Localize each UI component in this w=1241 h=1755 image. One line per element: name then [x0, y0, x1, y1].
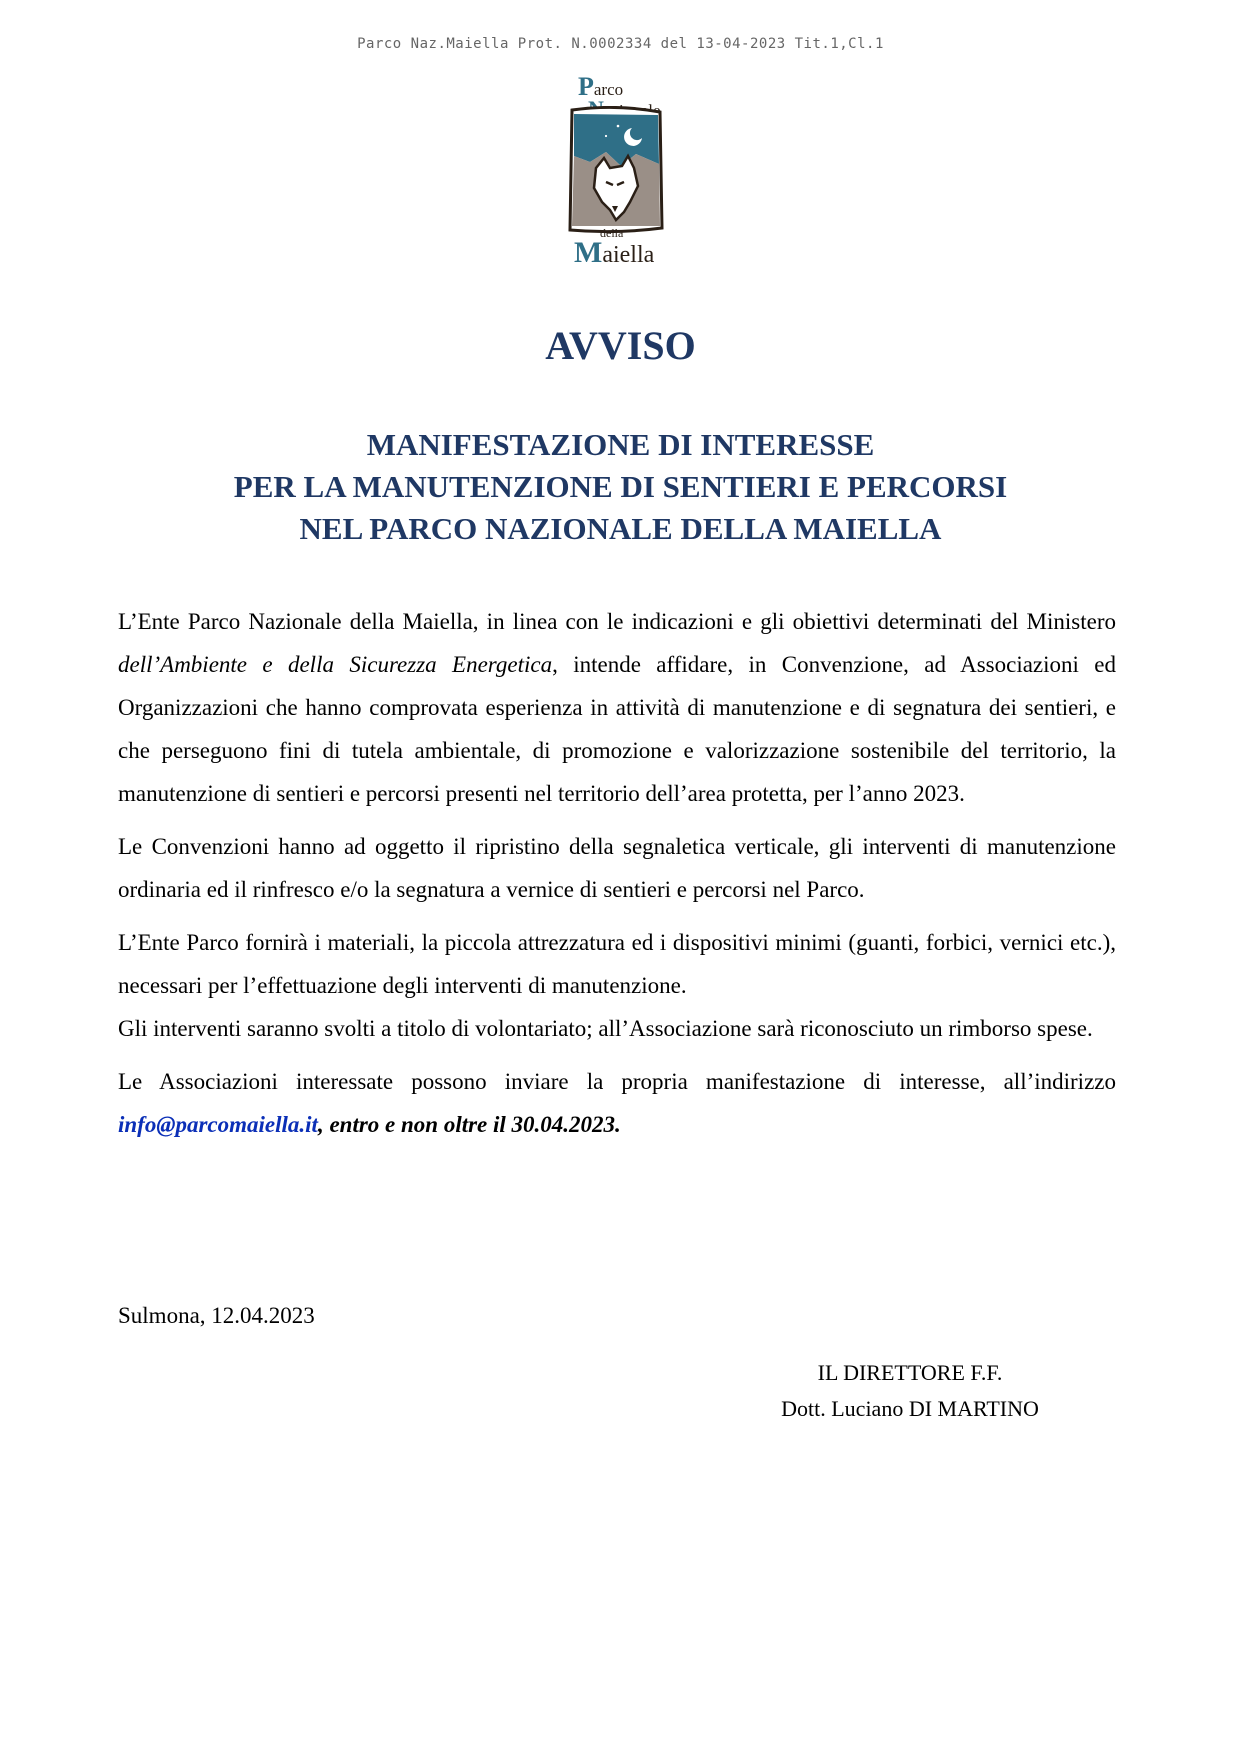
logo-word-della: della [600, 226, 624, 240]
signatory-name: Dott. Luciano DI MARTINO [781, 1396, 1039, 1421]
logo-word-aiella: aiella [602, 242, 655, 268]
paragraph-volunteering: Gli interventi saranno svolti a titolo di volontariato; all’Associazione sarà riconosciuto un rimborso spese. [118, 1016, 1093, 1041]
logo-word-arco: arco [593, 80, 624, 99]
subtitle-line-1: MANIFESTAZIONE DI INTERESSE [366, 427, 875, 462]
subtitle-line-2: PER LA MANUTENZIONE DI SENTIERI E PERCORSI [233, 469, 1008, 504]
notice-title: AVVISO [545, 323, 696, 368]
contact-email-link[interactable]: info@parcomaiella.it [118, 1112, 318, 1137]
wolf-mountain-icon [566, 106, 666, 236]
paragraph-materials: L’Ente Parco fornirà i materiali, la piccola attrezzatura ed i dispositivi minimi (guanti, forbici, vernici etc.), necessari per l’effettuazione degli interventi di manutenzione. [118, 930, 1116, 998]
logo-initial-p: P [578, 72, 594, 101]
paragraph-intro-end: , intende affidare, in Convenzione, ad Associazioni ed Organizzazioni che hanno comprovata esperienza in attività di manutenzione e di segnatura dei sentieri, e che perseguono fini di tutela ambientale, di promozione e valorizzazione sostenibile del territorio, la manutenzione di sentieri e percorsi presenti nel territorio dell’area protetta, per l’anno 2023. [118, 652, 1116, 806]
park-logo [566, 72, 680, 269]
logo-initial-m: M [574, 236, 603, 269]
notice-subtitle [0, 424, 1241, 550]
paragraph-intro [118, 600, 1116, 815]
subtitle-line-3: NEL PARCO NAZIONALE DELLA MAIELLA [299, 511, 942, 546]
deadline-text: , entro e non oltre il 30.04.2023. [317, 1112, 621, 1137]
place-date: Sulmona, 12.04.2023 [118, 1303, 315, 1328]
paragraph-submission [118, 1060, 1116, 1146]
signature-block [760, 1355, 1060, 1427]
paragraph-intro-start: L’Ente Parco Nazionale della Maiella, in linea con le indicazioni e gli obiettivi determinati del Ministero [118, 609, 1116, 634]
protocol-stamp: Parco Naz.Maiella Prot. N.0002334 del 13-04-2023 Tit.1,Cl.1 [357, 36, 884, 52]
ministry-name: dell’Ambiente e della Sicurezza Energetica [118, 652, 553, 677]
paragraph-submission-start: Le Associazioni interessate possono inviare la propria manifestazione di interesse, all’indirizzo [118, 1069, 1116, 1094]
notice-body [118, 600, 1116, 1156]
paragraph-conventions: Le Convenzioni hanno ad oggetto il ripristino della segnaletica verticale, gli interventi di manutenzione ordinaria ed il rinfresco e/o la segnatura a vernice di sentieri e percorsi nel Parco. [118, 834, 1116, 902]
signatory-role: IL DIRETTORE F.F. [817, 1360, 1003, 1385]
